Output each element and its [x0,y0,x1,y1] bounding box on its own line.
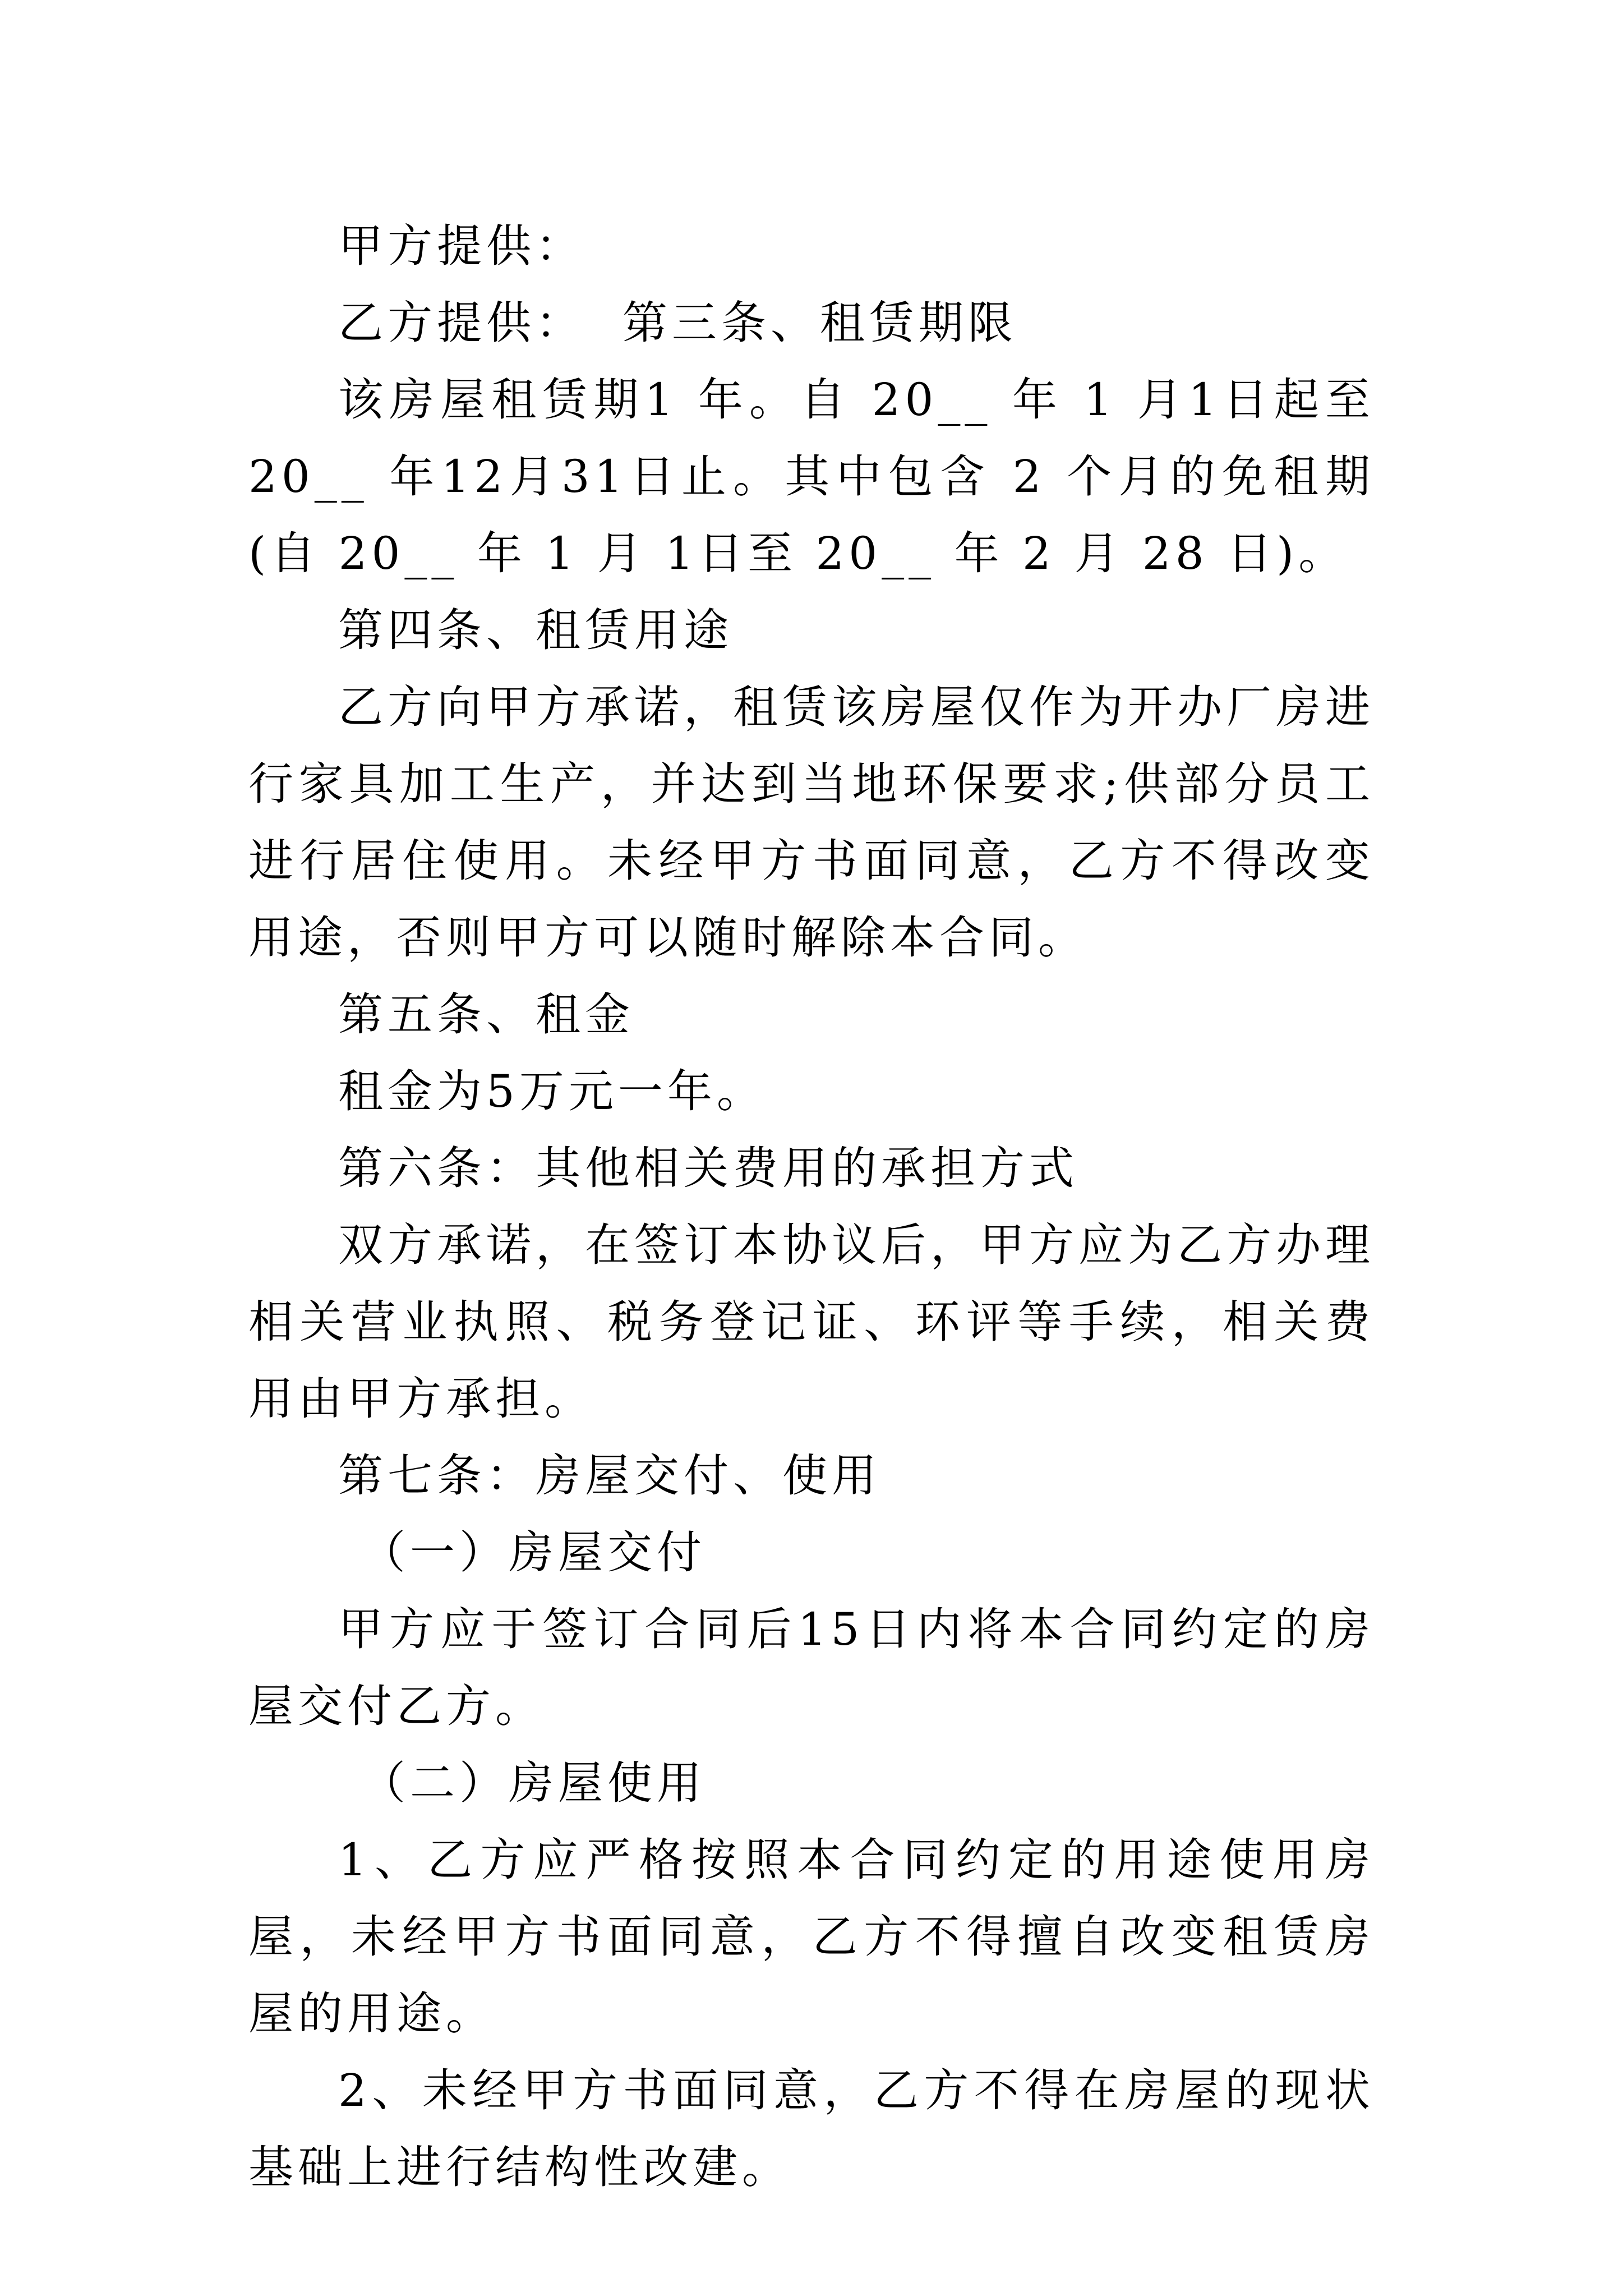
paragraph-house-use-2: 2、未经甲方书面同意，乙方不得在房屋的现状基础上进行结构性改建。 [248,2064,1375,2193]
heading-article-4: 第四条、租赁用途 [338,604,733,656]
paragraph-other-fees: 双方承诺，在签订本协议后，甲方应为乙方办理相关营业执照、税务登记证、环评等手续，相关费用由甲方承担。 [248,1219,1375,1425]
heading-article-5: 第五条、租金 [338,988,634,1041]
heading-article-6: 第六条：其他相关费用的承担方式 [338,1142,1078,1194]
subheading-house-use: （二）房屋使用 [361,1757,706,1809]
paragraph-party-b-provides-article-3: 乙方提供： 第三条、租赁期限 [338,297,1017,349]
paragraph-lease-term: 该房屋租赁期1 年。自 20__ 年 1 月1日起至 20__ 年12月31日止。其中包含 2 个月的免租期(自 20__ 年 1 月 1日至 20__ 年 2 月 28 日)。 [248,374,1394,579]
document-body [248,208,1394,2206]
paragraph-house-delivery: 甲方应于签订合同后15日内将本合同约定的房屋交付乙方。 [248,1603,1375,1732]
paragraph-house-use-1: 1、乙方应严格按照本合同约定的用途使用房屋，未经甲方书面同意，乙方不得擅自改变租赁房屋的用途。 [248,1834,1375,2040]
paragraph-party-a-provides: 甲方提供： [338,220,585,272]
subheading-house-delivery: （一）房屋交付 [361,1526,706,1579]
paragraph-rent: 租金为5万元一年。 [338,1065,766,1117]
heading-article-7: 第七条：房屋交付、使用 [338,1450,881,1502]
paragraph-lease-purpose: 乙方向甲方承诺，租赁该房屋仅作为开办厂房进行家具加工生产，并达到当地环保要求;供部分员工进行居住使用。未经甲方书面同意，乙方不得改变用途，否则甲方可以随时解除本合同。 [248,681,1375,964]
